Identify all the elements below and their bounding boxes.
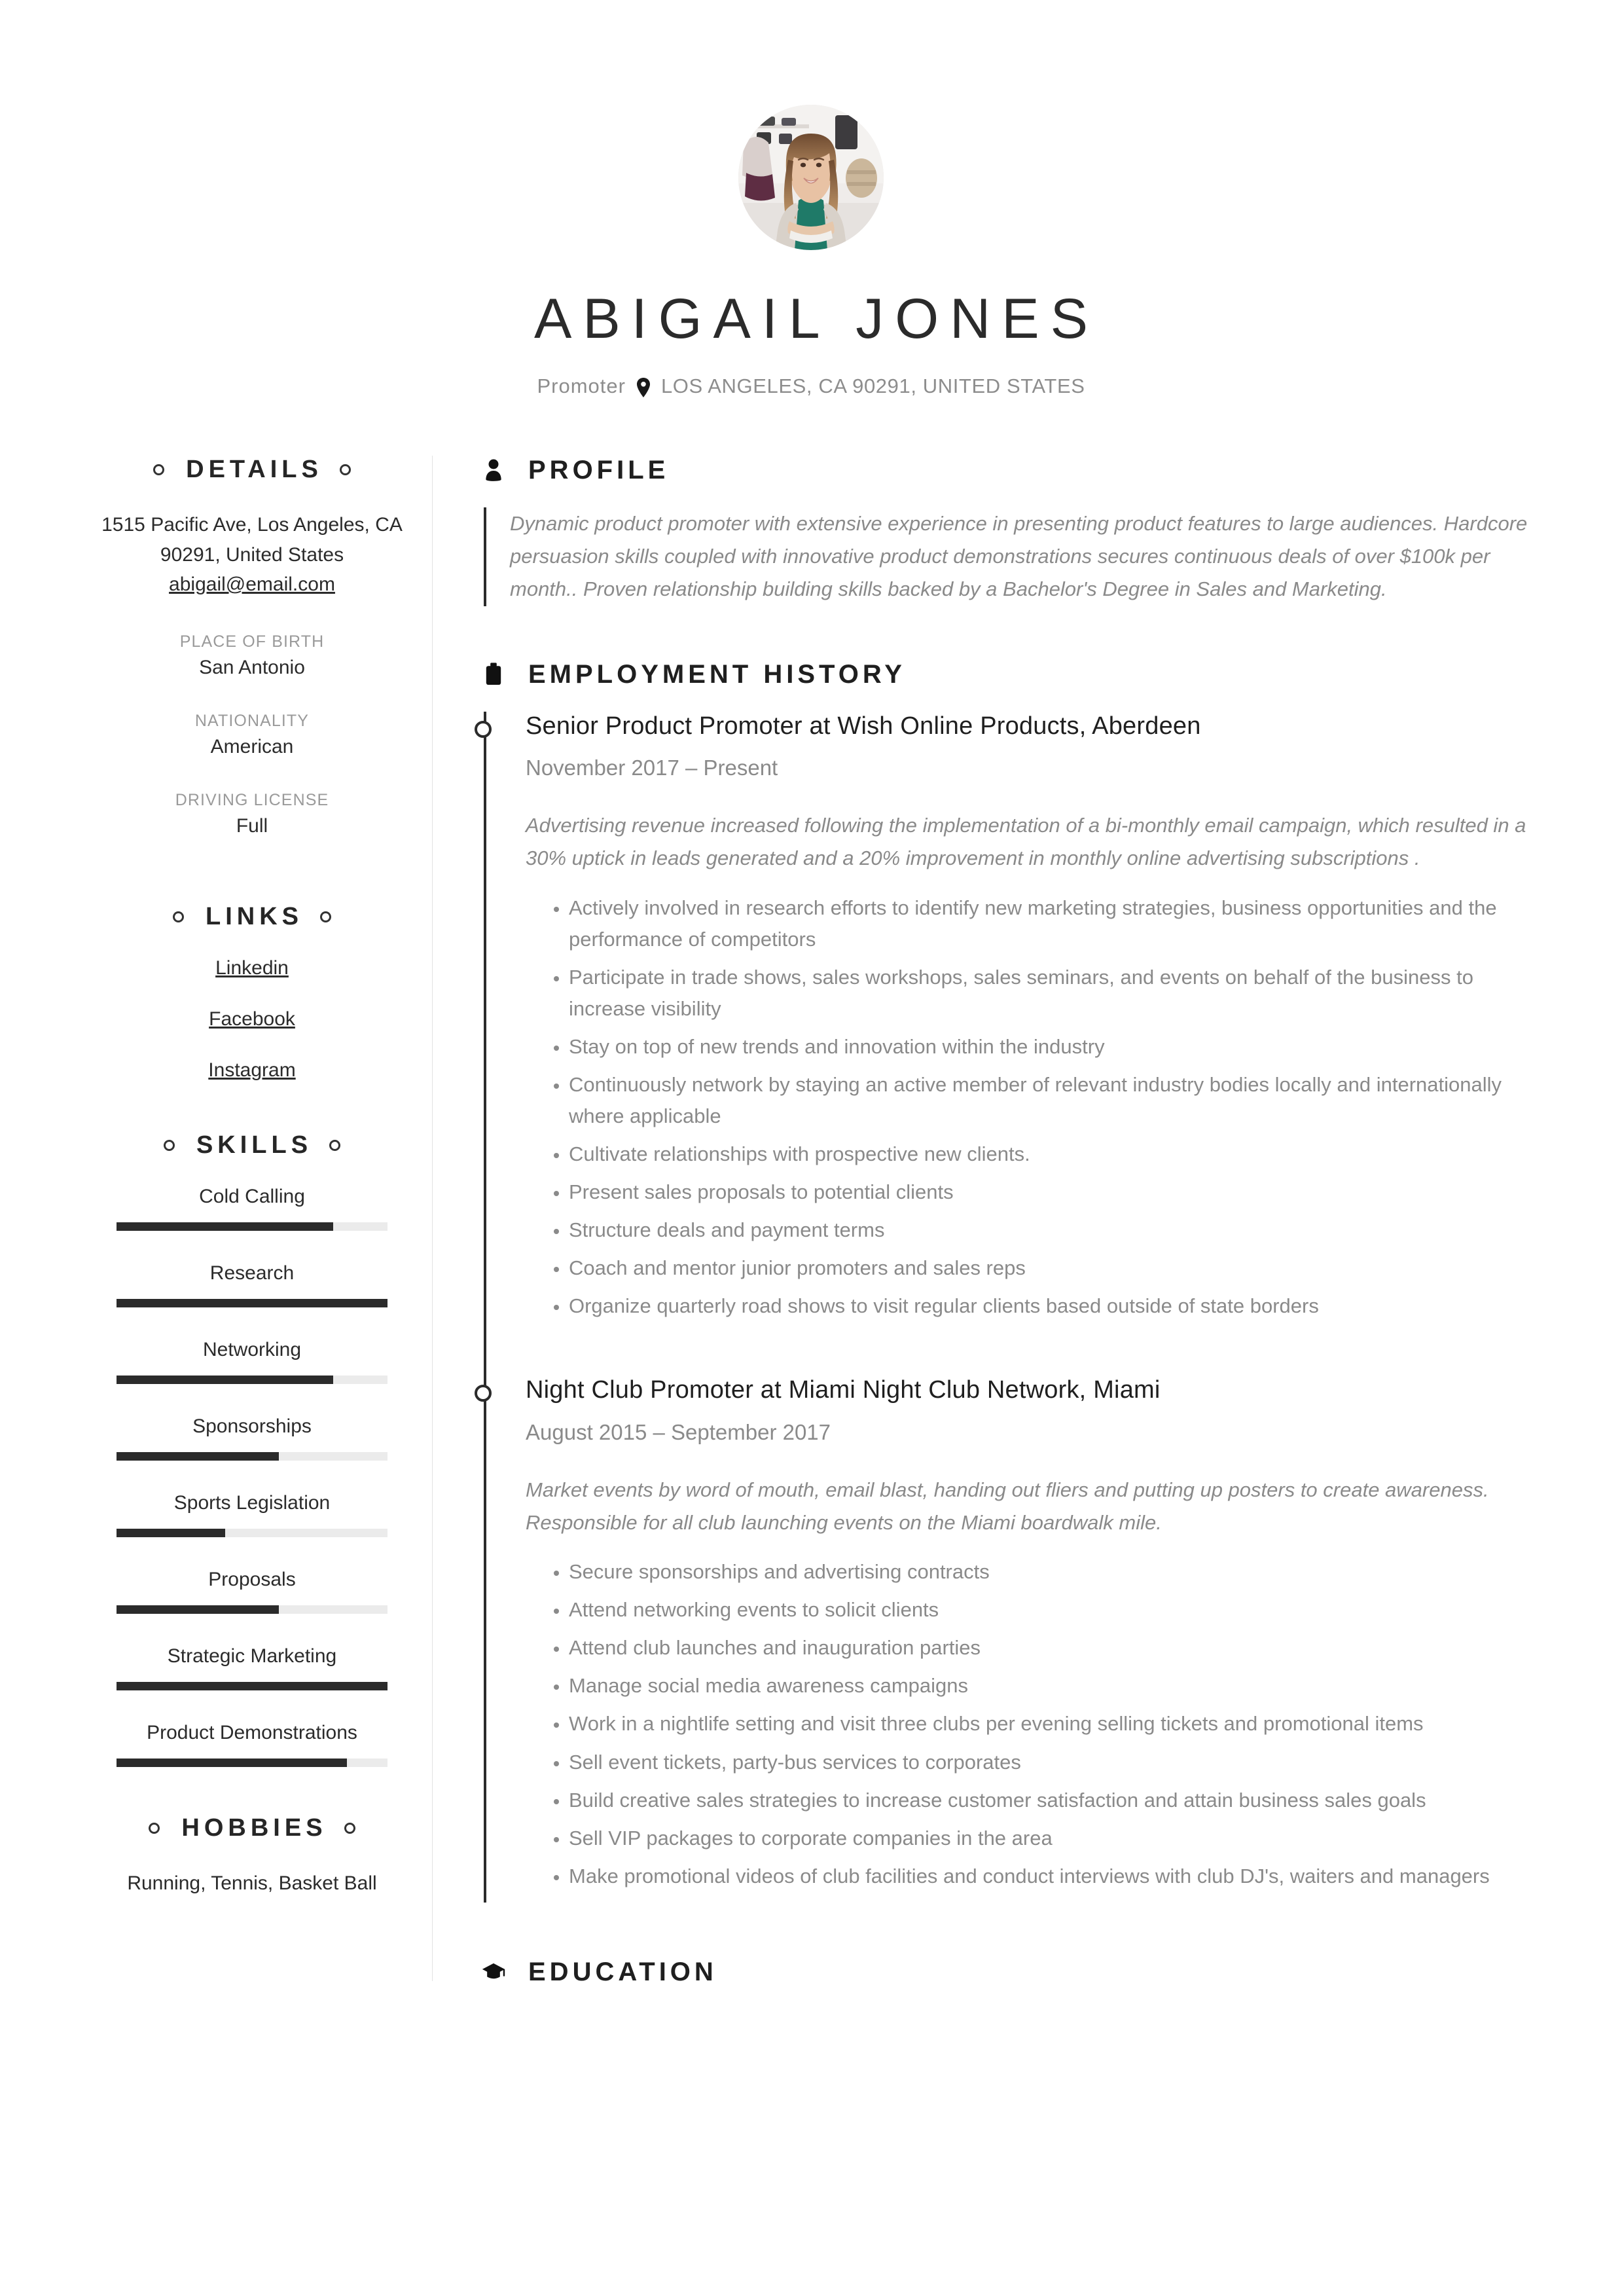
skill-level-bar <box>117 1758 387 1767</box>
detail-place-of-birth <box>98 632 406 679</box>
avatar <box>738 105 884 250</box>
skill-label: Networking <box>202 1338 302 1360</box>
skill-label: Sponsorships <box>192 1415 312 1437</box>
employment-entry <box>526 1376 1550 1902</box>
details-heading <box>98 456 406 484</box>
skill-level-bar <box>117 1299 387 1307</box>
skill-level-fill <box>117 1299 387 1307</box>
job-responsibilities <box>526 1556 1550 1891</box>
skills-heading <box>98 1131 406 1159</box>
skill-label: Strategic Marketing <box>167 1645 337 1667</box>
address-block <box>98 510 406 600</box>
skill-level-bar <box>117 1376 387 1384</box>
skill-item <box>98 1645 406 1690</box>
hobbies-text: Running, Tennis, Basket Ball <box>127 1872 377 1894</box>
list-item: • Present sales proposals to potential clients <box>569 1176 1550 1208</box>
avatar-photo <box>738 105 884 250</box>
profile-body <box>484 507 1550 606</box>
list-item: • Secure sponsorships and advertising contracts <box>569 1556 1550 1588</box>
ring-right-icon <box>340 464 351 475</box>
skill-label: Cold Calling <box>199 1185 305 1207</box>
profile-text: Dynamic product promoter with extensive experience in presenting product features to large audiences. Hardcore persuasion skills coupled with innovative product demonstrations secures continuous deals of over $100k per month.. Proven relationship building skills backed by a Bachelor's Degree in Sales and Marketing. <box>510 512 1528 601</box>
resume-body <box>0 456 1622 2009</box>
sidebar <box>0 456 432 2009</box>
list-item: • Organize quarterly road shows to visit regular clients based outside of state borders <box>569 1290 1550 1322</box>
skills-heading-label: SKILLS <box>196 1131 313 1159</box>
timeline-dot-icon <box>475 1385 492 1402</box>
job-description: Advertising revenue increased following the implementation of a bi-monthly email campaign, which resulted in a 30% uptick in leads generated and a 20% improvement in monthly online advertising subscriptions . <box>526 814 1526 870</box>
skills-list <box>98 1186 406 1767</box>
link-linkedin[interactable]: Linkedin <box>215 957 289 979</box>
skill-item <box>98 1492 406 1537</box>
address-line-2: 90291, United States <box>160 543 344 566</box>
list-item: • Work in a nightlife setting and visit three clubs per evening selling tickets and promotional items <box>569 1708 1550 1740</box>
list-item: • Attend club launches and inauguration parties <box>569 1632 1550 1664</box>
job-title: Senior Product Promoter at Wish Online Products, Aberdeen <box>526 712 1201 740</box>
email-link[interactable]: abigail@email.com <box>169 574 335 596</box>
ring-right-icon <box>329 1140 340 1151</box>
skill-level-fill <box>117 1529 225 1537</box>
page-title: ABIGAIL JONES <box>533 287 1100 350</box>
detail-nationality <box>98 712 406 758</box>
skill-level-fill <box>117 1222 333 1231</box>
job-responsibilities <box>526 892 1550 1322</box>
list-item: • Structure deals and payment terms <box>569 1214 1550 1246</box>
skill-item <box>98 1186 406 1231</box>
employment-section-header <box>480 660 1550 689</box>
list-item: • Continuously network by staying an active member of relevant industry bodies locally and internationally where applicable <box>569 1069 1550 1132</box>
ring-right-icon <box>344 1823 355 1834</box>
job-description: Market events by word of mouth, email blast, handing out fliers and putting up posters to create awareness. Responsible for all club launching events on the Miami boardwalk mile. <box>526 1478 1489 1535</box>
profile-section-header <box>480 456 1550 485</box>
hobbies-heading-label: HOBBIES <box>181 1813 327 1842</box>
location-label: LOS ANGELES, CA 90291, UNITED STATES <box>660 374 1085 397</box>
skill-level-fill <box>117 1376 333 1384</box>
job-title-label: Promoter <box>537 374 626 397</box>
ring-left-icon <box>153 464 164 475</box>
education-heading-label: EDUCATION <box>528 1957 717 1986</box>
skill-level-bar <box>117 1605 387 1614</box>
skill-level-bar <box>117 1682 387 1690</box>
skill-level-bar <box>117 1452 387 1461</box>
link-facebook[interactable]: Facebook <box>209 1008 295 1030</box>
job-dates: August 2015 – September 2017 <box>526 1419 831 1444</box>
skill-level-bar <box>117 1529 387 1537</box>
detail-value: San Antonio <box>199 656 305 678</box>
skill-level-fill <box>117 1758 347 1767</box>
job-dates: November 2017 – Present <box>526 756 778 780</box>
skill-item <box>98 1415 406 1461</box>
list-item: • Sell VIP packages to corporate companies in the area <box>569 1823 1550 1854</box>
detail-value: American <box>210 735 294 757</box>
list-item: • Cultivate relationships with prospective new clients. <box>569 1139 1550 1170</box>
ring-left-icon <box>164 1140 175 1151</box>
skill-item <box>98 1722 406 1767</box>
timeline-dot-icon <box>475 721 492 738</box>
header-subline <box>0 374 1622 398</box>
skill-item <box>98 1569 406 1614</box>
list-item: • Manage social media awareness campaigns <box>569 1670 1550 1702</box>
location-pin-icon <box>636 378 651 397</box>
links-heading-label: LINKS <box>206 902 303 930</box>
job-title: Night Club Promoter at Miami Night Club Network, Miami <box>526 1376 1161 1404</box>
employment-heading-label: EMPLOYMENT HISTORY <box>528 659 906 689</box>
graduation-cap-icon <box>480 1958 507 1986</box>
detail-value: Full <box>236 814 268 837</box>
detail-driving-license <box>98 791 406 837</box>
skill-level-fill <box>117 1605 279 1614</box>
list-item: • Make promotional videos of club facilities and conduct interviews with club DJ's, waiters and managers <box>569 1861 1550 1892</box>
skill-label: Proposals <box>208 1568 296 1590</box>
list-item: • Coach and mentor junior promoters and sales reps <box>569 1252 1550 1284</box>
detail-label: DRIVING LICENSE <box>175 790 329 809</box>
employment-entry <box>526 712 1550 1333</box>
ring-left-icon <box>149 1823 160 1834</box>
person-icon <box>480 456 507 485</box>
skill-label: Research <box>209 1262 295 1284</box>
address-line-1: 1515 Pacific Ave, Los Angeles, CA <box>101 514 403 536</box>
list-item: • Participate in trade shows, sales workshops, sales seminars, and events on behalf of the business to increase visibility <box>569 962 1550 1025</box>
detail-label: NATIONALITY <box>194 711 310 730</box>
skill-level-fill <box>117 1452 279 1461</box>
skill-label: Product Demonstrations <box>147 1721 357 1743</box>
ring-left-icon <box>173 911 184 922</box>
links-heading <box>98 903 406 931</box>
main-content <box>433 456 1550 2009</box>
skill-level-bar <box>117 1222 387 1231</box>
links-list <box>98 957 406 1082</box>
skill-item <box>98 1262 406 1307</box>
list-item: • Sell event tickets, party-bus services to corporates <box>569 1747 1550 1778</box>
link-instagram[interactable]: Instagram <box>208 1059 296 1081</box>
skill-label: Sports Legislation <box>173 1491 331 1514</box>
list-item: • Build creative sales strategies to increase customer satisfaction and attain business sales goals <box>569 1785 1550 1816</box>
resume-header <box>0 0 1622 398</box>
profile-heading-label: PROFILE <box>528 456 670 484</box>
briefcase-icon <box>480 660 507 689</box>
hobbies-heading <box>98 1814 406 1842</box>
education-section-header <box>480 1958 1550 1987</box>
employment-timeline <box>484 712 1550 1903</box>
list-item: • Stay on top of new trends and innovation within the industry <box>569 1031 1550 1063</box>
skill-level-fill <box>117 1682 387 1690</box>
list-item: • Attend networking events to solicit clients <box>569 1594 1550 1626</box>
skill-item <box>98 1339 406 1384</box>
ring-right-icon <box>320 911 331 922</box>
detail-label: PLACE OF BIRTH <box>179 632 325 651</box>
list-item: • Actively involved in research efforts to identify new marketing strategies, business opportunities and the performance of competitors <box>569 892 1550 955</box>
details-heading-label: DETAILS <box>186 456 323 483</box>
